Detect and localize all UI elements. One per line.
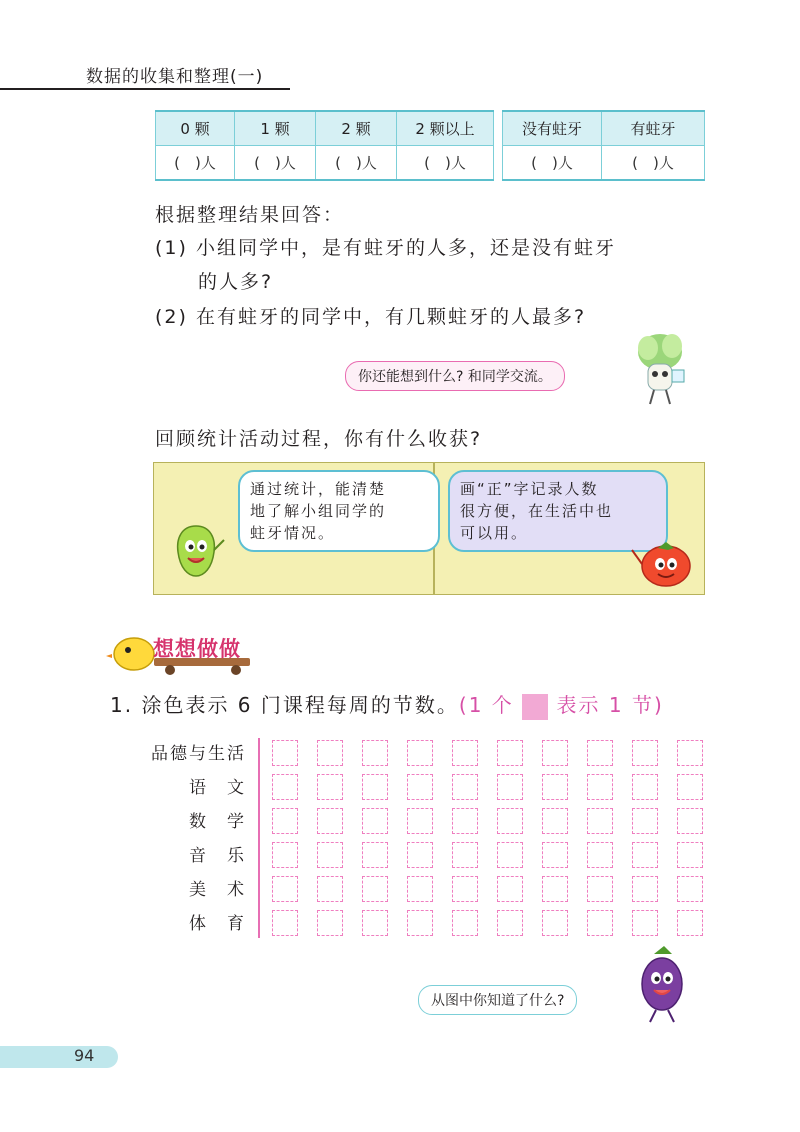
grid-cell[interactable] (452, 842, 478, 868)
grid-cell[interactable] (317, 910, 343, 936)
header-cell-1: 1 颗 (235, 111, 316, 146)
exercise-1 (110, 689, 664, 720)
grid-cell[interactable] (497, 774, 523, 800)
answer-blank[interactable]: ( )人 (602, 146, 705, 181)
grid-cell[interactable] (362, 774, 388, 800)
grid-cell[interactable] (677, 740, 703, 766)
tip-bubble-2: 从图中你知道了什么? (418, 985, 577, 1015)
grid-cell[interactable] (272, 842, 298, 868)
grid-cell[interactable] (362, 842, 388, 868)
grid-cell[interactable] (317, 740, 343, 766)
grid-cell[interactable] (632, 774, 658, 800)
questions-intro: 根据整理结果回答： (155, 204, 345, 226)
grid-cell[interactable] (407, 774, 433, 800)
grid-cell[interactable] (407, 808, 433, 834)
header-cell-2: 2 颗 (316, 111, 397, 146)
grid-cell[interactable] (272, 740, 298, 766)
grid-cell[interactable] (497, 910, 523, 936)
running-header: 数据的收集和整理(一) (86, 67, 264, 87)
speech-line: 通过统计，能清楚 (250, 480, 387, 498)
header-cell-3: 2 颗以上 (397, 111, 494, 146)
answer-blank[interactable]: ( )人 (503, 146, 602, 181)
grid-cell[interactable] (452, 808, 478, 834)
speech-line: 很方便，在生活中也 (460, 502, 614, 520)
cavity-table (502, 110, 705, 181)
grid-cell[interactable] (542, 740, 568, 766)
grid-cell[interactable] (497, 876, 523, 902)
grid-cell[interactable] (407, 740, 433, 766)
answer-blank[interactable]: ( )人 (397, 146, 494, 181)
grid-cell[interactable] (497, 808, 523, 834)
tomato-character-icon (630, 536, 700, 596)
legend-swatch (522, 694, 548, 720)
grid-cell[interactable] (272, 876, 298, 902)
grid-cell[interactable] (587, 876, 613, 902)
grid-cell[interactable] (632, 842, 658, 868)
grid-cell[interactable] (677, 876, 703, 902)
grid-cell[interactable] (362, 910, 388, 936)
grid-cell[interactable] (587, 740, 613, 766)
header-rule (0, 88, 290, 90)
grid-cell[interactable] (587, 842, 613, 868)
eggplant-character-icon (624, 944, 700, 1030)
tip-bubble: 你还能想到什么? 和同学交流。 (345, 361, 565, 391)
grid-cell[interactable] (632, 808, 658, 834)
header-cell-cavity: 有蛀牙 (602, 111, 705, 146)
grid-cell[interactable] (407, 842, 433, 868)
grid-cell[interactable] (407, 910, 433, 936)
grid-cell[interactable] (587, 808, 613, 834)
grid-cell[interactable] (272, 808, 298, 834)
grid-cell[interactable] (677, 774, 703, 800)
subject-label: 数 学 (189, 812, 246, 832)
grid-cell[interactable] (362, 808, 388, 834)
grid-cell[interactable] (407, 876, 433, 902)
grid-cell[interactable] (452, 876, 478, 902)
grid-cell[interactable] (587, 774, 613, 800)
speech-line: 画“正”字记录人数 (460, 480, 599, 498)
grid-cell[interactable] (317, 774, 343, 800)
answer-blank[interactable]: ( )人 (156, 146, 235, 181)
grid-cell[interactable] (542, 774, 568, 800)
legend-suffix: 表示 1 节) (556, 693, 664, 717)
subject-label: 美 术 (189, 880, 246, 900)
section-title: 想想做做 (153, 637, 241, 661)
grid-cell[interactable] (542, 808, 568, 834)
legend-prefix: (1 个 (458, 693, 514, 717)
grid-cell[interactable] (497, 740, 523, 766)
page-number: 94 (74, 1046, 95, 1065)
grid-cell[interactable] (272, 774, 298, 800)
subject-label: 体 育 (189, 914, 246, 934)
cabbage-character-icon (622, 330, 698, 412)
speech-line: 地了解小组同学的 (250, 502, 387, 520)
grid-cell[interactable] (317, 842, 343, 868)
grid-cell[interactable] (587, 910, 613, 936)
speech-line: 蛀牙情况。 (250, 524, 336, 542)
grid-axis (258, 738, 260, 938)
grid-cell[interactable] (542, 876, 568, 902)
grid-cell[interactable] (677, 842, 703, 868)
question-1-line1: (1) 小组同学中，是有蛀牙的人多，还是没有蛀牙 (155, 237, 616, 259)
question-1-line2: 的人多? (198, 271, 274, 293)
review-question: 回顾统计活动过程，你有什么收获? (155, 428, 483, 450)
grid-cell[interactable] (452, 740, 478, 766)
subject-label: 语 文 (189, 778, 246, 798)
header-cell-0: 0 颗 (156, 111, 235, 146)
page-number-tab (0, 1046, 118, 1068)
grid-cell[interactable] (497, 842, 523, 868)
grid-cell[interactable] (632, 910, 658, 936)
subject-label: 品德与生活 (151, 744, 246, 764)
grid-cell[interactable] (542, 910, 568, 936)
grid-cell[interactable] (632, 876, 658, 902)
pepper-character-icon (166, 520, 226, 586)
grid-cell[interactable] (632, 740, 658, 766)
grid-cell[interactable] (362, 740, 388, 766)
grid-cell[interactable] (542, 842, 568, 868)
grid-cell[interactable] (452, 774, 478, 800)
teeth-count-table (155, 110, 494, 181)
grid-cell[interactable] (452, 910, 478, 936)
grid-cell[interactable] (677, 910, 703, 936)
answer-blank[interactable]: ( )人 (316, 146, 397, 181)
speech-bubble-left (238, 470, 440, 552)
header-cell-no-cavity: 没有蛀牙 (503, 111, 602, 146)
exercise-1-text: 1. 涂色表示 6 门课程每周的节数。 (110, 693, 459, 717)
answer-blank[interactable]: ( )人 (235, 146, 316, 181)
subject-label: 音 乐 (189, 846, 246, 866)
question-2: (2) 在有蛀牙的同学中，有几颗蛀牙的人最多? (155, 306, 587, 328)
grid-cell[interactable] (272, 910, 298, 936)
grid-cell[interactable] (317, 876, 343, 902)
speech-line: 可以用。 (460, 524, 529, 542)
grid-cell[interactable] (317, 808, 343, 834)
grid-cell[interactable] (677, 808, 703, 834)
grid-cell[interactable] (362, 876, 388, 902)
